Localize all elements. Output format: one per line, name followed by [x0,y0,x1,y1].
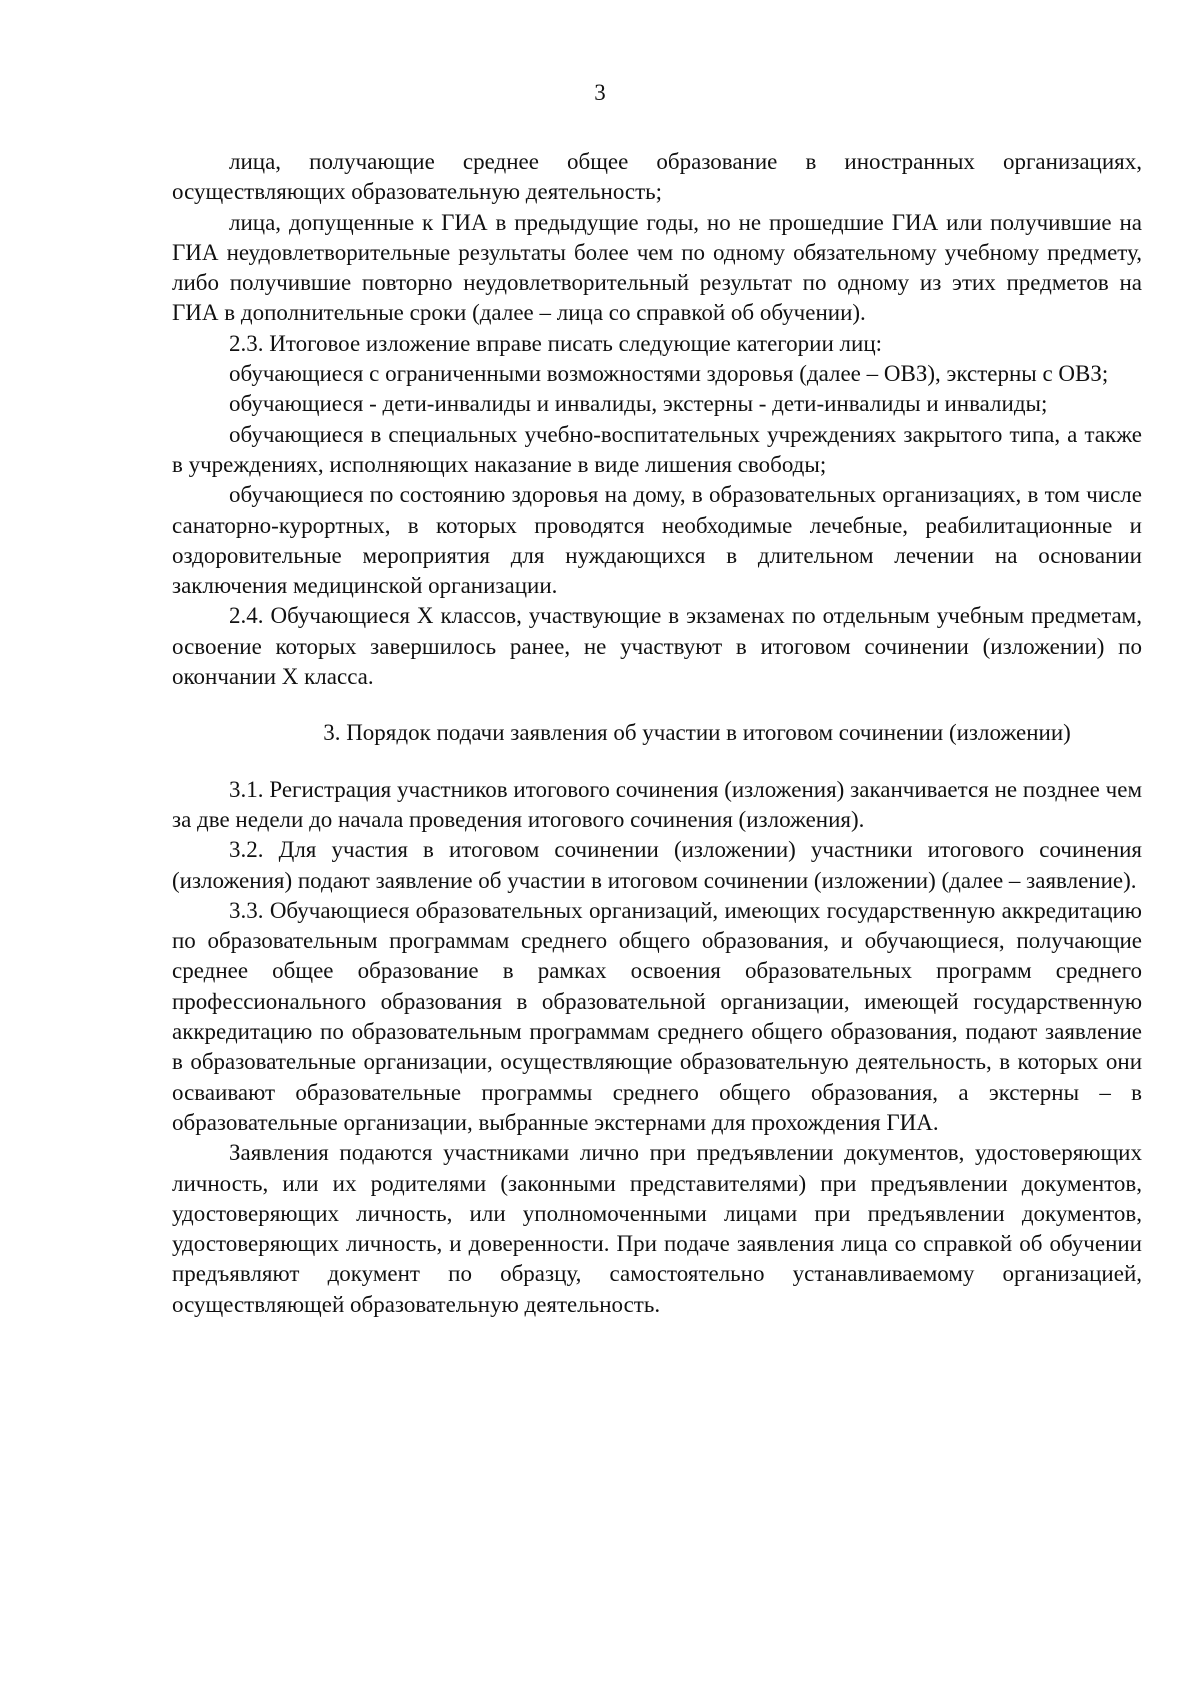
section-3-heading: 3. Порядок подачи заявления об участии в итоговом сочинении (изложении) [323,720,1071,746]
page-number: 3 [594,80,606,105]
paragraph-2-3: 2.3. Итоговое изложение вправе писать следующие категории лиц: [229,330,883,356]
paragraph-foreign-organizations: лица, получающие среднее общее образование в иностранных организациях, осуществляющих образовательную деятельность; [172,149,1142,205]
paragraph-3-1: 3.1. Регистрация участников итогового сочинения (изложения) заканчивается не позднее чем за две недели до начала проведения итогового сочинения (изложения). [172,776,1142,832]
paragraph-ovz-students: обучающиеся с ограниченными возможностями здоровья (далее – ОВЗ), экстерны с ОВЗ; [229,361,1109,387]
paragraph-applications-submission: Заявления подаются участниками лично при предъявлении документов, удостоверяющих личность, или их родителями (законными представителями) при предъявлении документов, удостоверяющих личность, или уполномоченными лицами при предъявлении документов, удостоверяющих личность, и доверенности. При подаче заявления лица со справкой об обучении предъявляют документ по образцу, самостоятельно устанавливаемому организацией, осуществляющей образовательную деятельность. [172,1140,1142,1317]
paragraph-disabled-students: обучающиеся - дети-инвалиды и инвалиды, экстерны - дети-инвалиды и инвалиды; [229,391,1048,417]
paragraph-3-3: 3.3. Обучающиеся образовательных организаций, имеющих государственную аккредитацию по образовательным программам среднего общего образования, и обучающиеся, получающие среднее общее образование в рамках освоения образовательных программ среднего профессионального образования в образовательной организации, имеющей государственную аккредитацию по образовательным программам среднего общего образования, подают заявление в образовательные организации, осуществляющие образовательную деятельность, в которых они осваивают образовательные программы среднего общего образования, а экстерны – в образовательные организации, выбранные экстернами для прохождения ГИА. [172,897,1142,1135]
paragraph-home-schooling: обучающиеся по состоянию здоровья на дому, в образовательных организациях, в том числе санаторно-курортных, в которых проводятся необходимые лечебные, реабилитационные и оздоровительные мероприятия для нуждающихся в длительном лечении на основании заключения медицинской организации. [172,482,1142,599]
paragraph-closed-institutions: обучающиеся в специальных учебно-воспитательных учреждениях закрытого типа, а также в учреждениях, исполняющих наказание в виде лишения свободы; [172,421,1142,477]
paragraph-3-2: 3.2. Для участия в итоговом сочинении (изложении) участники итогового сочинения (изложения) подают заявление об участии в итоговом сочинении (изложении) (далее – заявление). [172,837,1142,893]
paragraph-previous-years-admitted: лица, допущенные к ГИА в предыдущие годы, но не прошедшие ГИА или получившие на ГИА неудовлетворительные результаты более чем по одному обязательному учебному предмету, либо получившие повторно неудовлетворительный результат по одному из этих предметов на ГИА в дополнительные сроки (далее – лица со справкой об обучении). [172,209,1142,326]
document-body [172,147,1142,1320]
paragraph-2-4: 2.4. Обучающиеся X классов, участвующие в экзаменах по отдельным учебным предметам, освоение которых завершилось ранее, не участвуют в итоговом сочинении (изложении) по окончании X класса. [172,603,1142,690]
